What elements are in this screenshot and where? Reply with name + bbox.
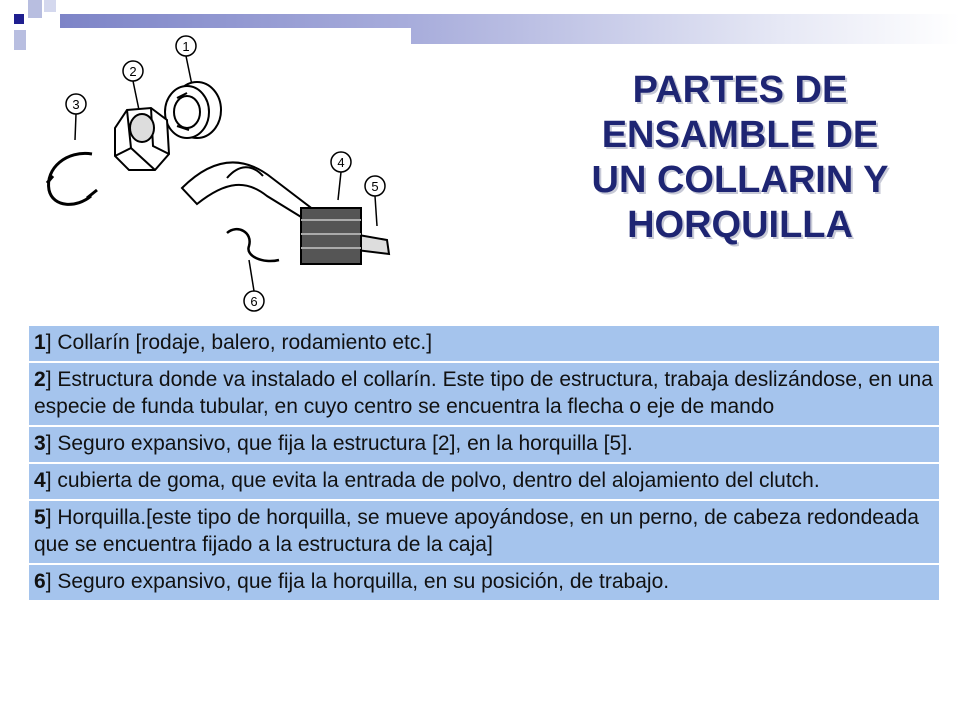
part-number: 3 (34, 432, 46, 455)
svg-text:1: 1 (182, 39, 190, 54)
table-row (28, 564, 940, 601)
svg-text:3: 3 (72, 97, 80, 112)
clip-drawing (47, 153, 97, 204)
part-description (28, 500, 940, 564)
callout-3 (66, 94, 86, 140)
part-text: ] Collarín [rodaje, balero, rodamiento etc.] (45, 331, 433, 354)
table-row (28, 426, 940, 463)
slide-title (560, 68, 920, 248)
part-number: 1 (34, 331, 46, 354)
callout-2 (123, 61, 143, 110)
svg-text:2: 2 (129, 64, 137, 79)
bearing-drawing (165, 82, 221, 138)
decor-square-light (44, 0, 56, 12)
callout-5 (365, 176, 385, 226)
svg-text:4: 4 (337, 155, 345, 170)
decor-square-dark (14, 14, 24, 24)
part-number: 4 (34, 469, 46, 492)
part-number: 2 (34, 368, 46, 391)
decor-square-light (28, 0, 42, 18)
table-row (28, 325, 940, 362)
table-row (28, 463, 940, 500)
part-number: 6 (34, 570, 46, 593)
spring-clip-drawing (227, 229, 279, 261)
table-row (28, 362, 940, 426)
part-text: ] Seguro expansivo, que fija la horquilla, en su posición, de trabajo. (45, 570, 670, 593)
svg-text:6: 6 (250, 294, 258, 309)
title-line: UN COLLARIN Y (591, 159, 889, 201)
table-row (28, 500, 940, 564)
part-description (28, 426, 940, 463)
part-text: ] Seguro expansivo, que fija la estructura [2], en la horquilla [5]. (45, 432, 633, 455)
part-text: ] Estructura donde va instalado el collarín. Este tipo de estructura, trabaja deslizándose, en una especie de funda tubular, en cuyo centro se encuentra la flecha o eje de mando (34, 368, 933, 418)
parts-table (27, 324, 941, 602)
parts-diagram (27, 28, 411, 322)
callout-6 (244, 260, 264, 311)
title-line: PARTES DE (632, 69, 848, 111)
boot-drawing (301, 208, 361, 264)
hub-drawing (115, 108, 169, 170)
title-line: ENSAMBLE DE (601, 114, 879, 156)
part-description (28, 325, 940, 362)
svg-text:5: 5 (371, 179, 379, 194)
decor-square-light (14, 30, 26, 50)
part-description (28, 362, 940, 426)
callout-4 (331, 152, 351, 200)
part-description (28, 463, 940, 500)
title-line: HORQUILLA (627, 204, 853, 246)
part-number: 5 (34, 506, 46, 529)
part-description (28, 564, 940, 601)
part-text: ] Horquilla.[este tipo de horquilla, se mueve apoyándose, en un perno, de cabeza redondeada que se encuentra fijado a la estructura de la caja] (34, 506, 919, 556)
part-text: ] cubierta de goma, que evita la entrada de polvo, dentro del alojamiento del clutch. (45, 469, 820, 492)
